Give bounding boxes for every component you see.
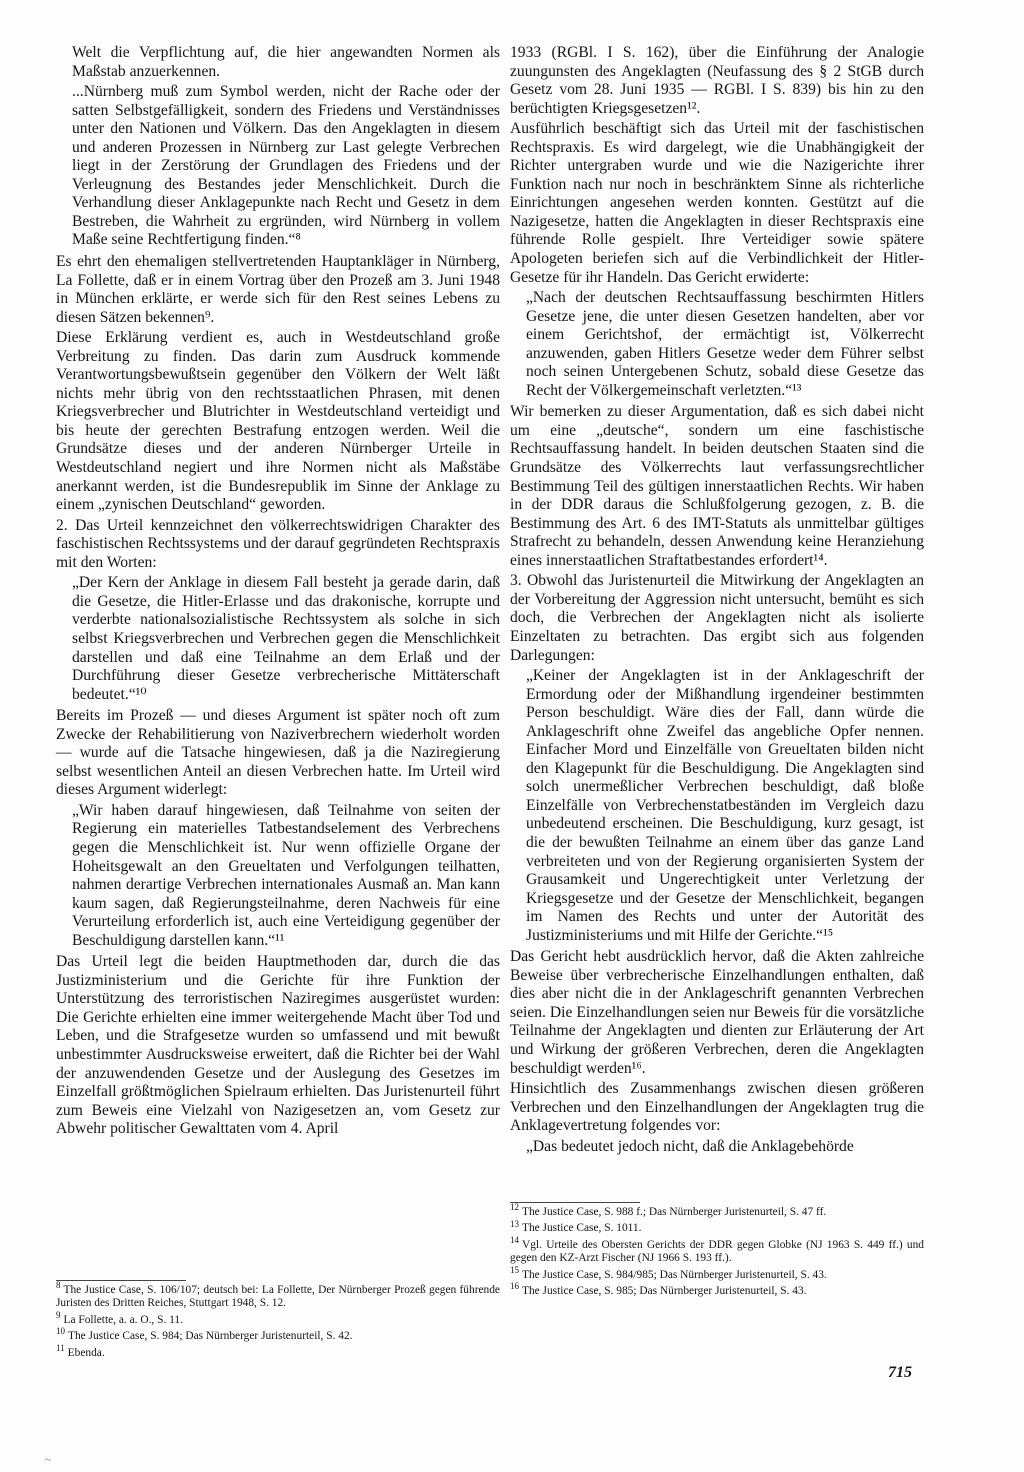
quote-paragraph: „Der Kern der Anklage in diesem Fall besteht ja gerade darin, daß die Gesetze, die Hitler-Erlasse und das drakonische, korrupte und verderbte nationalsozialistische Rechtssystem als solche in sich selbst Kriegsverbrechen und Verbrechen gegen die Menschlichkeit darstellen und daß eine Teilnahme an dem Erlaß und der Durchführung dieser Gesetze verbrecherische Mittäterschaft bedeutet.“¹⁰ bbox=[72, 574, 500, 703]
paragraph: Welt die Verpflichtung auf, die hier angewandten Normen als Maßstab anzuerkennen. bbox=[72, 44, 500, 80]
paragraph: Es ehrt den ehemaligen stellvertretenden Hauptankläger in Nürnberg, La Follette, daß er in einem Vortrag über den Prozeß am 3. Juni 1948 in München erklärte, er werde sich für den Rest seines Lebens zu diesen Sätzen bekennen⁹. bbox=[56, 253, 500, 326]
paragraph: Diese Erklärung verdient es, auch in Westdeutschland große Verbreitung zu finden. Das darin zum Ausdruck kommende Verantwortungsbewußtsein gegenüber den Völkern der Welt läßt nichts mehr übrig von den rechtsstaatlichen Phrasen, mit denen Kriegsverbrecher und Blutrichter in Westdeutschland verteidigt und bis heute der gerechten Bestrafung entzogen werden. Weil die Grundsätze dieses und der anderen Nürnberger Urteile in Westdeutschland negiert und ihre Normen nicht als Maßstäbe anerkannt werden, ist die Bundesrepublik im Sinne der Anklage zu einem „zynischen Deutschland“ geworden. bbox=[56, 329, 500, 514]
footnote-number: 8 bbox=[56, 1280, 61, 1291]
footnote-number: 16 bbox=[510, 1281, 519, 1292]
footnote-text: The Justice Case, S. 985; Das Nürnberger Juristenurteil, S. 43. bbox=[522, 1285, 807, 1298]
footnote-number: 12 bbox=[510, 1202, 519, 1213]
footnote-text: The Justice Case, S. 984; Das Nürnberger Juristenurteil, S. 42. bbox=[68, 1330, 353, 1343]
paragraph: Bereits im Prozeß — und dieses Argument ist später noch oft zum Zwecke der Rehabilitierung von Naziverbrechern wiederholt worden — wurde auf die Tatsache hingewiesen, daß ja die Naziregierung selbst wesentlichen Anteil an diesen Verbrechen hatte. Im Urteil wird dieses Argument widerlegt: bbox=[56, 707, 500, 799]
footnote bbox=[56, 1310, 500, 1327]
scan-mark: ~ bbox=[45, 1454, 51, 1466]
page-number: 715 bbox=[888, 1364, 912, 1381]
footnote-divider bbox=[510, 1202, 640, 1203]
footnote-number: 13 bbox=[510, 1218, 519, 1229]
paragraph: Das Gericht hebt ausdrücklich hervor, daß die Akten zahlreiche Beweise über verbrecherische Einzelhandlungen enthalten, daß dies aber nicht die in der Anklageschrift genannten Verbrechen seien. Die Einzelhandlungen seien nur Beweis für die vorsätzliche Teilnahme der Angeklagten und dienten zur Erläuterung der Art und Wirkung der größeren Verbrechen, deren die Angeklagten beschuldigt werden¹⁶. bbox=[510, 948, 924, 1077]
footnote-text: The Justice Case, S. 984/985; Das Nürnberger Juristenurteil, S. 43. bbox=[522, 1268, 827, 1281]
paragraph: Das Urteil legt die beiden Hauptmethoden dar, durch die das Justizministerium und die Gerichte für ihre Funktion der Unterstützung des terroristischen Naziregimes ausgerüstet wurden: Die Gerichte erhielten eine immer weitergehende Macht über Tod und Leben, und die Strafgesetze wurden so umfassend und mit bewußt unbestimmter Ausdrucksweise erweitert, daß die Richter bei der Wahl der anzuwendenden Gesetze und der Auslegung des Gesetzes im Einzelfall größtmöglichen Spielraum erhielten. Das Juristenurteil führt zum Beweis eine Vielzahl von Nazigesetzen an, vom Gesetz zur Abwehr politischer Gewalttaten vom 4. April bbox=[56, 953, 500, 1138]
footnote bbox=[56, 1342, 500, 1360]
footnote-text: La Follette, a. a. O., S. 11. bbox=[63, 1313, 183, 1326]
paragraph: Wir bemerken zu dieser Argumentation, daß es sich dabei nicht um eine „deutsche“, sondern um eine faschistische Rechtsauffassung handelt. In beiden deutschen Staaten sind die Grundsätze des Völkerrechts laut verfassungsrechtlicher Bestimmung Teil des gültigen innerstaatlichen Rechts. Wir haben in der DDR daraus die Schlußfolgerung gezogen, z. B. die Bestimmung des Art. 6 des IMT-Statuts als unmittelbar gültiges Strafrecht zu behandeln, dessen Anwendung keine Heranziehung eines innerstaatlichen Straftatbestandes erfordert¹⁴. bbox=[510, 403, 924, 569]
footnote bbox=[510, 1218, 924, 1235]
paragraph: 1933 (RGBl. I S. 162), über die Einführung der Analogie zuungunsten des Angeklagten (Neufassung des § 2 StGB durch Gesetz vom 28. Juni 1935 — RGBl. I S. 839) bis hin zu den berüchtigten Kriegsgesetzen¹². bbox=[510, 44, 924, 117]
footnote-text: The Justice Case, S. 988 f.; Das Nürnberger Juristenurteil, S. 47 ff. bbox=[522, 1206, 827, 1218]
footnote bbox=[510, 1235, 924, 1266]
footnote bbox=[510, 1202, 924, 1219]
paragraph: 3. Obwohl das Juristenurteil die Mitwirkung der Angeklagten an der Vorbereitung der Aggression nicht untersucht, bemüht es sich doch, die Verbrechen der Angeklagten nicht als isolierte Einzeltaten zu betrachten. Das ergibt sich aus folgenden Darlegungen: bbox=[510, 572, 924, 664]
footnotes-right bbox=[510, 1202, 924, 1301]
footnotes-left bbox=[56, 1280, 500, 1363]
paragraph: 2. Das Urteil kennzeichnet den völkerrechtswidrigen Charakter des faschistischen Rechtssystems und der darauf gegründeten Rechtspraxis mit den Worten: bbox=[56, 516, 500, 571]
footnote-number: 9 bbox=[56, 1310, 61, 1321]
footnote-text: Vgl. Urteile des Obersten Gerichts der DDR gegen Globke (NJ 1963 S. 449 ff.) und gegen den KZ-Arzt Fischer (NJ 1966 S. 193 ff.). bbox=[510, 1238, 924, 1265]
left-column bbox=[56, 44, 500, 1141]
footnote bbox=[56, 1326, 500, 1343]
footnote-number: 14 bbox=[510, 1235, 519, 1246]
footnote-text: Ebenda. bbox=[67, 1346, 105, 1359]
footnote-number: 15 bbox=[510, 1264, 519, 1275]
quote-paragraph: „Nach der deutschen Rechtsauffassung beschirmten Hitlers Gesetze jene, die unter diesen Gesetzen handelten, aber vor einem Gerichtshof, der ermächtigt ist, Völkerrecht anzuwenden, gaben Hitlers Gesetze weder dem Führer selbst noch seinen Untergebenen Schutz, sobald diese Gesetze das Recht der Völkergemeinschaft verletzten.“¹³ bbox=[526, 289, 924, 399]
footnote-text: The Justice Case, S. 106/107; deutsch bei: La Follette, Der Nürnberger Prozeß gegen führende Juristen des Dritten Reiches, Stuttgart 1948, S. 12. bbox=[56, 1284, 500, 1310]
paragraph: Hinsichtlich des Zusammenhangs zwischen diesen größeren Verbrechen und den Einzelhandlungen der Angeklagten trug die Anklagevertretung folgendes vor: bbox=[510, 1080, 924, 1135]
right-column bbox=[510, 44, 924, 1159]
quote-paragraph: ...Nürnberg muß zum Symbol werden, nicht der Rache oder der satten Selbstgefälligkeit, sondern des Friedens und Verständnisses unter den Nationen und Völkern. Das den Angeklagten in diesem und anderen Prozessen in Nürnberg zur Last gelegte Verbrechen liegt in der Zerstörung der Grundlagen des Friedens und der Verleugnung des Bestandes jeder Menschlichkeit. Durch die Verhandlung dieser Anklagepunkte nach Recht und Gesetz in dem Bestreben, die Wahrheit zu ergründen, wird Nürnberg in vollem Maße seine Rechtfertigung finden.“⁸ bbox=[72, 83, 500, 249]
footnote-text: The Justice Case, S. 1011. bbox=[522, 1222, 642, 1235]
footnote-number: 11 bbox=[56, 1342, 65, 1353]
footnote bbox=[56, 1280, 500, 1311]
footnote-number: 10 bbox=[56, 1326, 65, 1337]
quote-paragraph: „Wir haben darauf hingewiesen, daß Teilnahme von seiten der Regierung ein materielles Tatbestandselement des Verbrechens gegen die Menschlichkeit ist. Nur wenn offizielle Organe der Hoheitsgewalt an den Greueltaten und Verfolgungen teilhatten, nahmen derartige Verbrechen internationales Ausmaß an. Man kann kaum sagen, daß Regierungsteilnahme, deren Nachweis für eine Verurteilung erforderlich ist, auch eine Verteidigung gegenüber der Beschuldigung darstellen kann.“¹¹ bbox=[72, 801, 500, 949]
footnote bbox=[510, 1281, 924, 1298]
footnote-divider bbox=[56, 1280, 186, 1281]
quote-paragraph: „Keiner der Angeklagten ist in der Anklageschrift der Ermordung oder der Mißhandlung irgendeiner bestimmten Person beschuldigt. Wäre dies der Fall, dann würde die Anklageschrift ohne Zweifel das angebliche Opfer nennen. Einfacher Mord und Einzelfälle von Greueltaten bilden nicht den Klagepunkt für die Beschuldigung. Die Angeklagten sind solch unermeßlicher Verbrechen beschuldigt, daß bloße Einzelfälle von Verbrechenstatbeständen im Vergleich dazu unbedeutend erscheinen. Die Beschuldigung, kurz gesagt, ist die der bewußten Teilnahme an einem über das ganze Land verbreiteten und von der Regierung organisierten System der Grausamkeit und Ungerechtigkeit unter Verletzung der Kriegsgesetze und der Gesetze der Menschlichkeit, begangen im Namen des Rechts und unter der Autorität des Justizministeriums und mit Hilfe der Gerichte.“¹⁵ bbox=[526, 667, 924, 944]
paragraph: Ausführlich beschäftigt sich das Urteil mit der faschistischen Rechtspraxis. Es wird dargelegt, wie die Unabhängigkeit der Richter untergraben wurde und wie die Nazigerichte ihrer Funktion nach nur noch in beschränktem Sinne als richterliche Einrichtungen angesehen werden konnten. Gestützt auf die Nazigesetze, hatten die Angeklagten in dieser Rechtspraxis eine führende Rolle gespielt. Ihre Verteidiger sowie spätere Apologeten beriefen sich auf die Verbindlichkeit der Hitler-Gesetze für ihr Handeln. Das Gericht erwiderte: bbox=[510, 120, 924, 286]
footnote bbox=[510, 1264, 924, 1282]
quote-paragraph: „Das bedeutet jedoch nicht, daß die Anklagebehörde bbox=[526, 1137, 854, 1155]
